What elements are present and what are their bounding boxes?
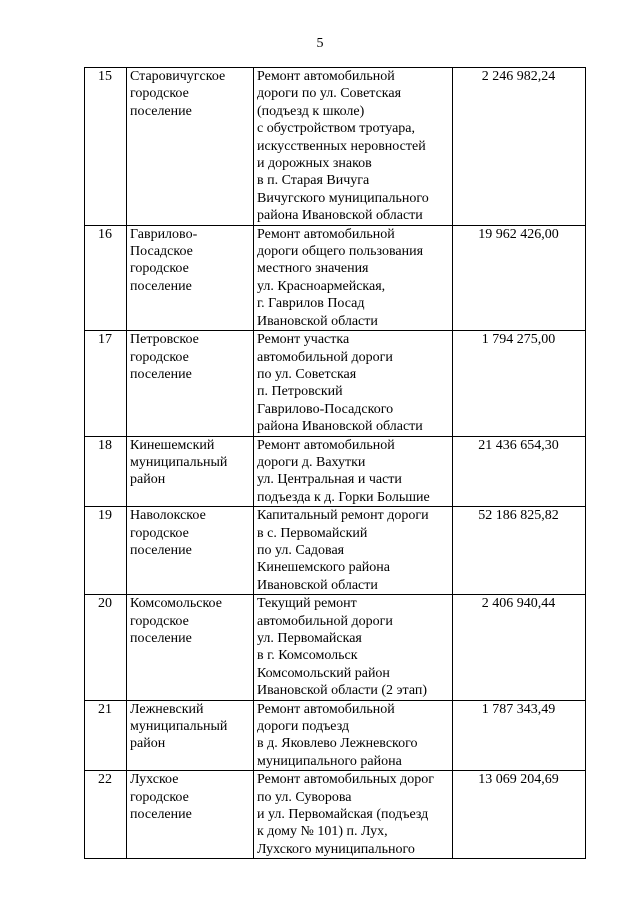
municipality-name: Комсомольское городское поселение: [127, 595, 254, 700]
amount: 1 787 343,49: [453, 700, 586, 771]
work-description: Ремонт автомобильных дорог по ул. Суворова и ул. Первомайская (подъезд к дому № 101) п. Лух, Лухского муниципального: [254, 771, 453, 859]
municipality-name: Лежневский муниципальный район: [127, 700, 254, 771]
row-number: 21: [85, 700, 127, 771]
amount: 2 406 940,44: [453, 595, 586, 700]
work-description: Ремонт автомобильной дороги подъезд в д. Яковлево Лежневского муниципального района: [254, 700, 453, 771]
municipality-name: Лухское городское поселение: [127, 771, 254, 859]
table-row: [85, 595, 586, 700]
road-repair-table: [84, 67, 586, 859]
table-row: [85, 771, 586, 859]
amount: 1 794 275,00: [453, 331, 586, 436]
row-number: 20: [85, 595, 127, 700]
row-number: 22: [85, 771, 127, 859]
amount: 2 246 982,24: [453, 68, 586, 226]
row-number: 19: [85, 507, 127, 595]
work-description: Текущий ремонт автомобильной дороги ул. Первомайская в г. Комсомольск Комсомольский район Ивановской области (2 этап): [254, 595, 453, 700]
municipality-name: Наволокское городское поселение: [127, 507, 254, 595]
municipality-name: Петровское городское поселение: [127, 331, 254, 436]
table-row: [85, 507, 586, 595]
amount: 52 186 825,82: [453, 507, 586, 595]
table-row: [85, 331, 586, 436]
work-description: Ремонт автомобильной дороги д. Вахутки ул. Центральная и части подъезда к д. Горки Большие: [254, 436, 453, 507]
amount: 19 962 426,00: [453, 225, 586, 330]
row-number: 15: [85, 68, 127, 226]
municipality-name: Гаврилово- Посадское городское поселение: [127, 225, 254, 330]
row-number: 18: [85, 436, 127, 507]
municipality-name: Кинешемский муниципальный район: [127, 436, 254, 507]
table-row: [85, 700, 586, 771]
amount: 13 069 204,69: [453, 771, 586, 859]
municipality-name: Старовичугское городское поселение: [127, 68, 254, 226]
table-row: [85, 68, 586, 226]
page-number: 5: [316, 36, 324, 51]
work-description: Ремонт участка автомобильной дороги по ул. Советская п. Петровский Гаврилово-Посадского района Ивановской области: [254, 331, 453, 436]
work-description: Ремонт автомобильной дороги по ул. Советская (подъезд к школе) с обустройством тротуара, искусственных неровностей и дорожных знаков в п. Старая Вичуга Вичугского муниципального района Ивановской области: [254, 68, 453, 226]
table-row: [85, 225, 586, 330]
amount: 21 436 654,30: [453, 436, 586, 507]
table-row: [85, 436, 586, 507]
work-description: Капитальный ремонт дороги в с. Первомайский по ул. Садовая Кинешемского района Ивановской области: [254, 507, 453, 595]
row-number: 17: [85, 331, 127, 436]
row-number: 16: [85, 225, 127, 330]
work-description: Ремонт автомобильной дороги общего пользования местного значения ул. Красноармейская, г. Гаврилов Посад Ивановской области: [254, 225, 453, 330]
